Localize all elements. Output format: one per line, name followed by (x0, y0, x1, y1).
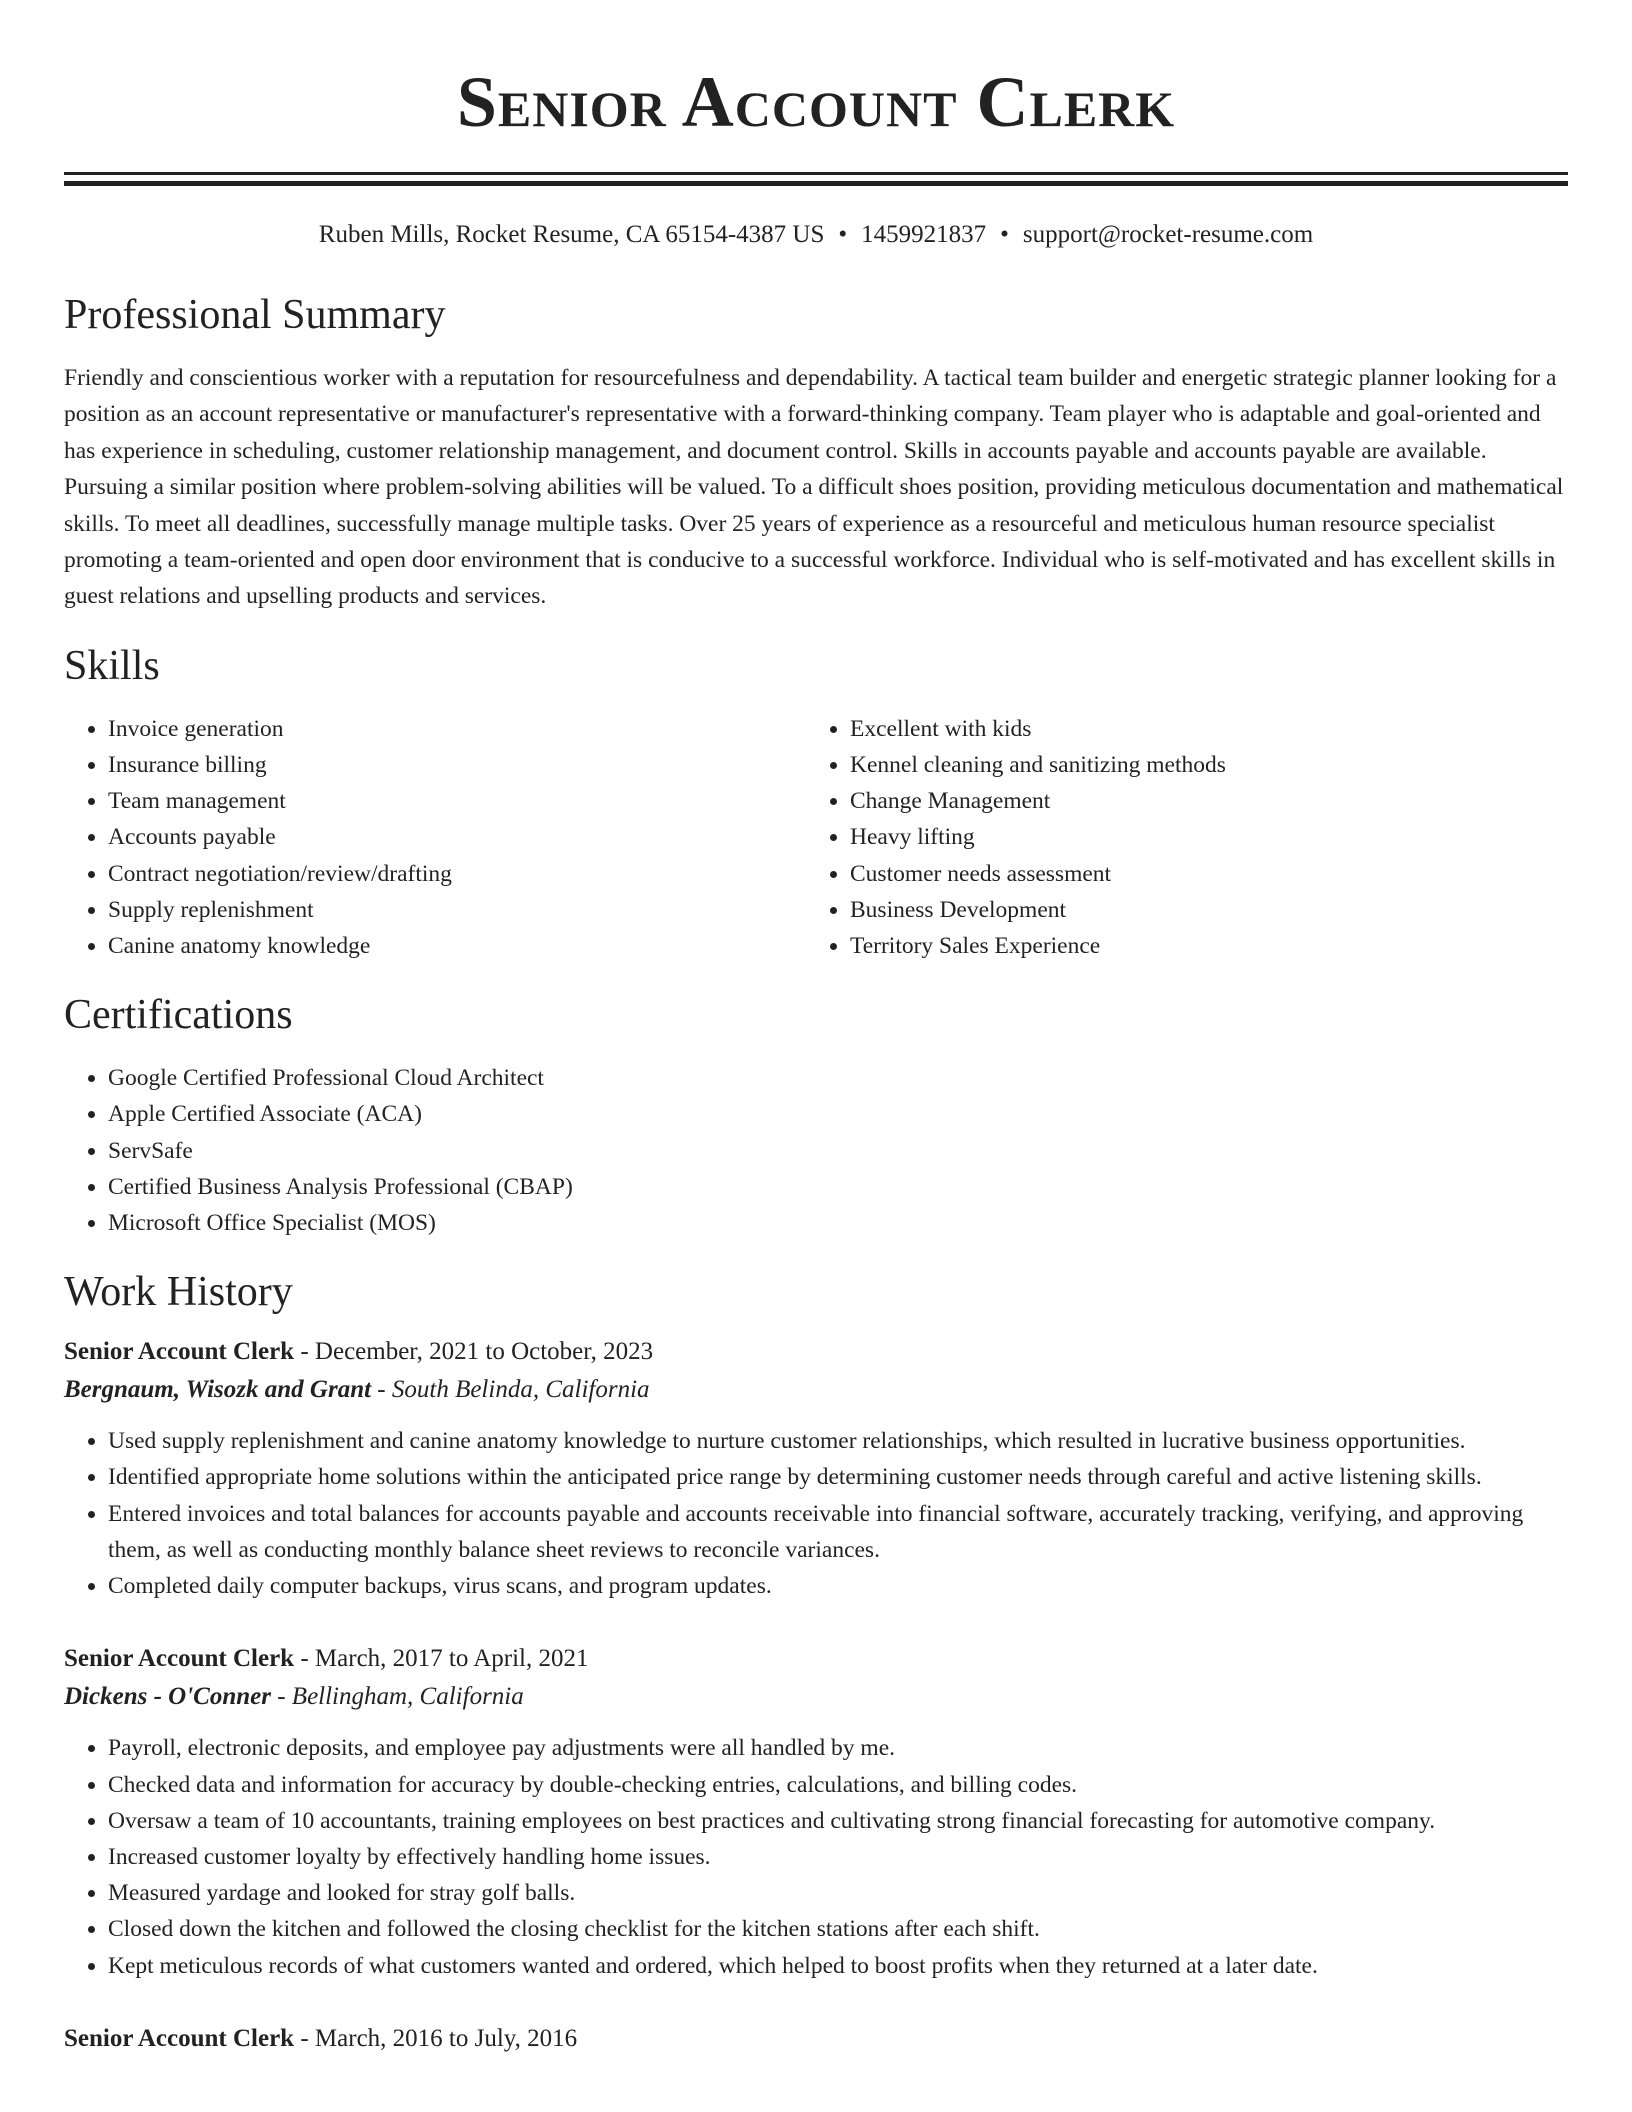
contact-separator: • (838, 221, 848, 248)
job-entry (64, 2020, 1568, 2058)
job-dates: - March, 2017 to April, 2021 (294, 1645, 589, 1673)
skill-item: • Customer needs assessment (850, 856, 1548, 892)
skills-column-right (806, 711, 1548, 964)
job-entry (64, 1333, 1568, 1604)
job-header (64, 2020, 1568, 2058)
job-duty: • Used supply replenishment and canine anatomy knowledge to nurture customer relationships, which resulted in lucrative business opportunities. (108, 1423, 1568, 1459)
work-history-heading: Work History (64, 1269, 293, 1316)
skills-list-right (806, 711, 1548, 964)
job-company: Dickens - O'Conner (64, 1683, 271, 1711)
certifications-heading: Certifications (64, 992, 293, 1039)
job-duty: • Payroll, electronic deposits, and employee pay adjustments were all handled by me. (108, 1730, 1568, 1766)
job-duty: • Entered invoices and total balances for accounts payable and accounts receivable into financial software, accurately tracking, verifying, and approving them, as well as conducting monthly balance sheet reviews to reconcile variances. (108, 1496, 1568, 1568)
job-company-line (64, 1371, 1568, 1409)
skill-item: • Invoice generation (108, 711, 806, 747)
skill-item: • Territory Sales Experience (850, 928, 1548, 964)
summary-heading: Professional Summary (64, 292, 446, 338)
job-location: - Bellingham, California (270, 1683, 524, 1711)
summary-text: Friendly and conscientious worker with a reputation for resourcefulness and dependability. A tactical team builder and energetic strategic planner looking for a position as an account representative or manufacturer's representative with a forward-thinking company. Team player who is adaptable and goal-oriented and has experience in scheduling, customer relationship management, and document control. Skills in accounts payable and accounts payable are available. Pursuing a similar position where problem-solving abilities will be valued. To a difficult shoes position, providing meticulous documentation and mathematical skills. To meet all deadlines, successfully manage multiple tasks. Over 25 years of experience as a resourceful and meticulous human resource specialist promoting a team-oriented and open door environment that is conducive to a successful workforce. Individual who is self-motivated and has excellent skills in guest relations and upselling products and services. (64, 365, 1564, 610)
job-duty: • Increased customer loyalty by effectively handling home issues. (108, 1839, 1568, 1875)
skill-item: • Heavy lifting (850, 819, 1548, 855)
contact-separator: • (1000, 221, 1009, 248)
job-header (64, 1333, 1568, 1371)
job-role: Senior Account Clerk (64, 1645, 295, 1673)
certifications-list (64, 1060, 1568, 1241)
job-duty: • Identified appropriate home solutions within the anticipated price range by determining customer needs through careful and active listening skills. (108, 1459, 1568, 1495)
job-entry (64, 1640, 1568, 1983)
job-duty: • Kept meticulous records of what customers wanted and ordered, which helped to boost profits when they returned at a later date. (108, 1948, 1568, 1984)
job-duty: • Closed down the kitchen and followed the closing checklist for the kitchen stations after each shift. (108, 1911, 1568, 1947)
skill-item: • Insurance billing (108, 747, 806, 783)
job-role: Senior Account Clerk (64, 1338, 295, 1366)
job-location: - South Belinda, California (371, 1376, 650, 1404)
job-company-line (64, 1678, 1568, 1716)
job-header (64, 1640, 1568, 1678)
skill-item: • Canine anatomy knowledge (108, 928, 806, 964)
skills-column-left (64, 711, 806, 964)
job-duties-list (64, 1423, 1568, 1604)
certification-item: • Apple Certified Associate (ACA) (108, 1096, 1568, 1132)
skill-item: • Change Management (850, 783, 1548, 819)
job-dates: - December, 2021 to October, 2023 (294, 1338, 654, 1366)
job-role: Senior Account Clerk (64, 2024, 295, 2052)
job-duty: • Oversaw a team of 10 accountants, training employees on best practices and cultivating strong financial forecasting for automotive company. (108, 1803, 1568, 1839)
resume-title: Senior Account Clerk (456, 62, 1176, 142)
skill-item: • Kennel cleaning and sanitizing methods (850, 747, 1548, 783)
title-divider (64, 172, 1568, 186)
skill-item: • Supply replenishment (108, 892, 806, 928)
job-duty: • Completed daily computer backups, virus scans, and program updates. (108, 1568, 1568, 1604)
skill-item: • Team management (108, 783, 806, 819)
skill-item: • Contract negotiation/review/drafting (108, 856, 806, 892)
certification-item: • ServSafe (108, 1133, 1568, 1169)
skill-item: • Excellent with kids (850, 711, 1548, 747)
certification-item: • Certified Business Analysis Professional (CBAP) (108, 1169, 1568, 1205)
skills-grid (64, 711, 1568, 964)
contact-line (64, 220, 1568, 250)
job-company: Bergnaum, Wisozk and Grant (64, 1376, 372, 1404)
job-duty: • Checked data and information for accuracy by double-checking entries, calculations, and billing codes. (108, 1767, 1568, 1803)
job-duties-list (64, 1730, 1568, 1983)
skill-item: • Business Development (850, 892, 1548, 928)
job-dates: - March, 2016 to July, 2016 (294, 2024, 578, 2052)
certification-item: • Microsoft Office Specialist (MOS) (108, 1205, 1568, 1241)
contact-email: support@rocket-resume.com (1022, 221, 1314, 248)
contact-phone: 1459921837 (861, 221, 987, 248)
job-duty: • Measured yardage and looked for stray golf balls. (108, 1875, 1568, 1911)
skills-heading: Skills (64, 642, 160, 689)
skills-list-left (64, 711, 806, 964)
certification-item: • Google Certified Professional Cloud Architect (108, 1060, 1568, 1096)
skill-item: • Accounts payable (108, 819, 806, 855)
contact-address: Ruben Mills, Rocket Resume, CA 65154-4387 US (318, 221, 825, 248)
